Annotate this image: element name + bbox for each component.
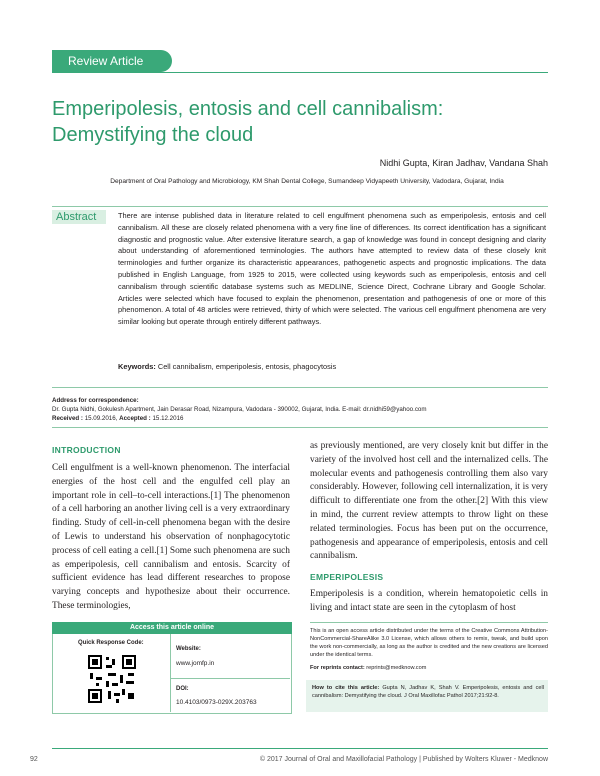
affiliation: Department of Oral Pathology and Microbiology, KM Shah Dental College, Sumandeep Vidyapeeth University, Vadodara, Gujarat, India [110,178,504,185]
keywords [118,362,546,371]
intro-paragraph: Cell engulfment is a well-known phenomenon. The interfacial energies of the host cell and the engulfed cell play an important role in cell–to-cell interactions.[1] The phenomenon of a cell harboring an another living cell is a very extraordinary finding. Study of cell-in-cell phenomena began with the desire of Lewis to understand his observation of nonphagocytotic process of cell eating a cell.[1] Some such phenomena are such as emperipolesis, cell cannibalism and entosis. Scarcity of sufficient evidence has lead different researches to propose varying concepts and hypothesize about their occurrence. These terminologies, [52,463,290,611]
header-rule [52,72,548,73]
qr-label: Quick Response Code: [78,640,144,646]
keywords-text: Cell cannibalism, emperipolesis, entosis, phagocytosis [157,362,337,371]
article-title: Emperipolesis, entosis and cell cannibalism: Demystifying the cloud [52,98,444,146]
intro-heading: INTRODUCTION [52,445,121,455]
footer-text: © 2017 Journal of Oral and Maxillofacial Pathology | Published by Wolters Kluwer - Medknow [259,756,548,763]
reprints-label: For reprints contact: [310,665,365,671]
article-type-badge: Review Article [52,50,172,72]
abstract-label: Abstract [52,210,106,224]
received-date: 15.09.2016, [84,415,118,422]
website-label: Website: [176,646,201,652]
footer-rule [52,748,548,749]
reprints [310,664,548,672]
accepted-label: Accepted : [119,415,151,422]
right-paragraph-1: as previously mentioned, are very closely knit but differ in the variety of the involved host cell and the internalized cells. The molecular events and pathogenesis controlling them also vary considerably. However, following cell internalization, it is very difficult to differentiate one from the other.[2] With this view in mind, the current review attempts to throw light on these related terminologies. Focus has been put on the occurrence, pathogenesis and appearance of emperipolesis, entosis and cell cannibalism. [310,441,548,562]
cite-label: How to cite this article: [312,685,380,691]
doi-value[interactable]: 10.4103/0973-029X.203763 [176,699,257,706]
cite-text [312,684,544,700]
emperipolesis-heading: EMPERIPOLESIS [310,572,384,582]
website-doi-rule [170,678,290,679]
page-number: 92 [30,756,38,763]
authors: Nidhi Gupta, Kiran Jadhav, Vandana Shah [379,158,548,168]
access-header: Access this article online [52,622,292,634]
correspondence-label: Address for correspondence: [52,397,139,404]
received-label: Received : [52,415,83,422]
cite-body: Gupta N, Jadhav K, Shah V. Emperipolesis, entosis and cell cannibalism: Demystifying the cloud. J Oral Maxillofac Pathol 2017;21:92-8. [312,685,544,699]
correspondence-address: Dr. Gupta Nidhi, Gokulesh Apartment, Jain Derasar Road, Nizampura, Vadodara - 390002, Gujarat, India. E-mail: dr.nidhi59@yahoo.com [52,406,427,413]
keywords-label: Keywords: [118,362,156,371]
right-paragraph-2: Emperipolesis is a condition, wherein hematopoietic cells in living and intact state are seen in the cytoplasm of host [310,589,548,613]
address-rule [52,427,548,428]
abstract-text: There are intense published data in literature related to cell engulfment phenomena such as emperipolesis, entosis and cell cannibalism. All these are closely related phenomena with a very fine line of differences. Its correct identification has a significant diagnostic and prognostic value. After extensive literature search, a gap of knowledge was found in concept designing and clarity about understanding of aforementioned terminologies. The authors have attempted to review data of these closely knit terminologies and further organize its characteristic appearances, pathogenetic aspects and prognostic implications. The data published in English Language, from 1925 to 2015, were collected using keywords such as emperipolesis, entosis and cell cannibalism through scientific database systems such as MEDLINE, Science Direct, Cochrane Library and Google Scholar. Articles were selected which have focused to explain the phenomenon, presentation and pathogenesis of one or more of this phenomenon. A total of 48 articles were retrieved, thirty of which were selected. The various cell engulfment phenomena are very similar looking but operate through entirely different pathways. [118,211,546,327]
reprints-email[interactable]: reprints@medknow.com [366,665,427,671]
qr-code-icon[interactable] [86,653,138,705]
license-text: This is an open access article distributed under the terms of the Creative Commons Attribution-NonCommercial-ShareAlike 3.0 License, which allows others to remix, tweak, and build upon the work non-commercially, as long as the author is credited and the new creations are licensed under the identical terms. [310,628,548,658]
correspondence [52,396,548,423]
accepted-date: 15.12.2016 [152,415,184,422]
website-link[interactable]: www.jomfp.in [176,660,215,667]
doi-label: DOI: [176,686,189,692]
access-divider [170,634,171,712]
license-rule [310,622,548,623]
